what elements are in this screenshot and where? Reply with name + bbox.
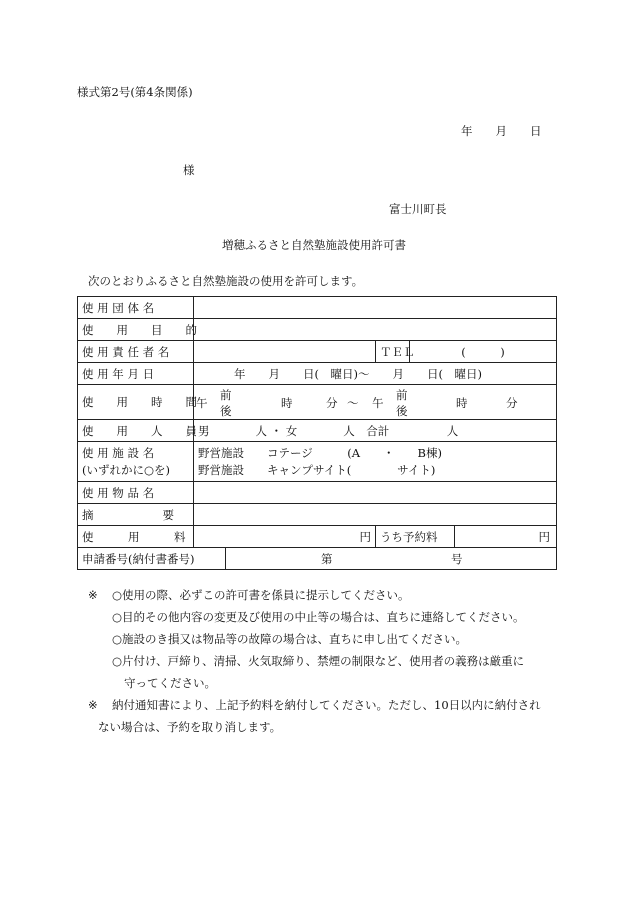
- row-facility: [78, 442, 557, 482]
- date-line: 年 月 日: [461, 124, 542, 138]
- field-time[interactable]: [194, 385, 557, 420]
- application-dai: 第: [321, 552, 333, 566]
- row-date: [78, 363, 557, 385]
- field-reserve-fee[interactable]: [376, 526, 557, 548]
- field-application[interactable]: [226, 548, 557, 570]
- field-facility[interactable]: [194, 442, 557, 482]
- row-people: [78, 420, 557, 442]
- row-time: [78, 385, 557, 420]
- label-time: 使 用 時 間: [78, 385, 194, 420]
- row-purpose: [78, 319, 557, 341]
- label-person: 使 用 責 任 者 名: [78, 341, 194, 363]
- time-minute2: 分: [506, 396, 518, 410]
- time-zen2: 前: [396, 388, 408, 402]
- row-fee: [78, 526, 557, 548]
- label-reserve: うち予約料: [380, 530, 438, 544]
- row-items: [78, 482, 557, 504]
- time-gozen2: 午: [372, 396, 384, 410]
- label-application-cell: [78, 548, 226, 570]
- label-facility-cell: [78, 442, 194, 482]
- note-2: ○目的その他内容の変更及び使用の中止等の場合は、直ちに連絡してください。: [112, 610, 525, 624]
- application-gou: 号: [451, 552, 463, 566]
- field-fee[interactable]: [194, 526, 376, 548]
- field-purpose[interactable]: [194, 319, 557, 341]
- label-application: 申請番号(納付書番号): [82, 552, 195, 566]
- note-4b: 守ってください。: [124, 676, 216, 690]
- label-summary: 摘 要: [78, 504, 194, 526]
- label-items: 使 用 物 品 名: [78, 482, 194, 504]
- facility-cottage: 野営施設 コテージ (A ・ B棟): [198, 445, 442, 460]
- note-5a: 納付通知書により、上記予約料を納付してください。ただし、10日以内に納付され: [112, 698, 541, 712]
- field-people[interactable]: 男 人 ・ 女 人 合計 人: [194, 420, 557, 442]
- label-fee: 使 用 料: [78, 526, 194, 548]
- label-group-name: 使 用 団 体 名: [78, 297, 194, 319]
- field-tel[interactable]: ( ): [410, 341, 557, 363]
- row-person: [78, 341, 557, 363]
- fee-yen: 円: [359, 529, 371, 544]
- note-5b: ない場合は、予約を取り消します。: [98, 720, 282, 734]
- time-hour: 時: [281, 396, 293, 410]
- label-purpose: 使 用 目 的: [78, 319, 194, 341]
- field-summary[interactable]: [194, 504, 557, 526]
- note-1: ○使用の際、必ずこの許可書を係員に提示してください。: [112, 588, 410, 602]
- issuer: 富士川町長: [389, 202, 447, 216]
- label-tel: ＴＥＬ: [376, 341, 410, 363]
- time-go2: 後: [396, 404, 408, 418]
- note-mark-2: ※: [88, 698, 98, 712]
- field-items[interactable]: [194, 482, 557, 504]
- note-mark-1: ※: [88, 588, 98, 602]
- time-go: 後: [220, 404, 232, 418]
- permit-table: [77, 296, 557, 570]
- row-application: [78, 548, 557, 570]
- field-date[interactable]: 年 月 日( 曜日)～ 月 日( 曜日): [194, 363, 557, 385]
- field-group-name[interactable]: [194, 297, 557, 319]
- facility-campsite: 野営施設 キャンプサイト( サイト): [198, 462, 436, 477]
- row-summary: [78, 504, 557, 526]
- label-people: 使 用 人 員: [78, 420, 194, 442]
- page-title: 増穂ふるさと自然塾施設使用許可書: [222, 238, 406, 252]
- label-date: 使 用 年 月 日: [78, 363, 194, 385]
- note-4a: ○片付け、戸締り、清掃、火気取締り、禁煙の制限など、使用者の義務は厳重に: [112, 654, 525, 668]
- form-number: 様式第2号(第4条関係): [77, 85, 193, 99]
- time-hour2: 時: [456, 396, 468, 410]
- row-group-name: [78, 297, 557, 319]
- reserve-yen: 円: [538, 530, 550, 544]
- label-facility-sub: (いずれかに○を): [82, 462, 171, 477]
- time-zen: 前: [220, 388, 232, 402]
- label-facility: 使 用 施 設 名: [82, 445, 155, 460]
- time-minute: 分: [326, 396, 338, 410]
- time-tilde: ～: [347, 396, 359, 410]
- time-gozen: 午: [196, 396, 208, 410]
- note-3: ○施設のき損又は物品等の故障の場合は、直ちに申し出てください。: [112, 632, 468, 646]
- field-person[interactable]: [194, 341, 376, 363]
- recipient-suffix: 様: [183, 163, 195, 177]
- intro-text: 次のとおりふるさと自然塾施設の使用を許可します。: [88, 274, 364, 288]
